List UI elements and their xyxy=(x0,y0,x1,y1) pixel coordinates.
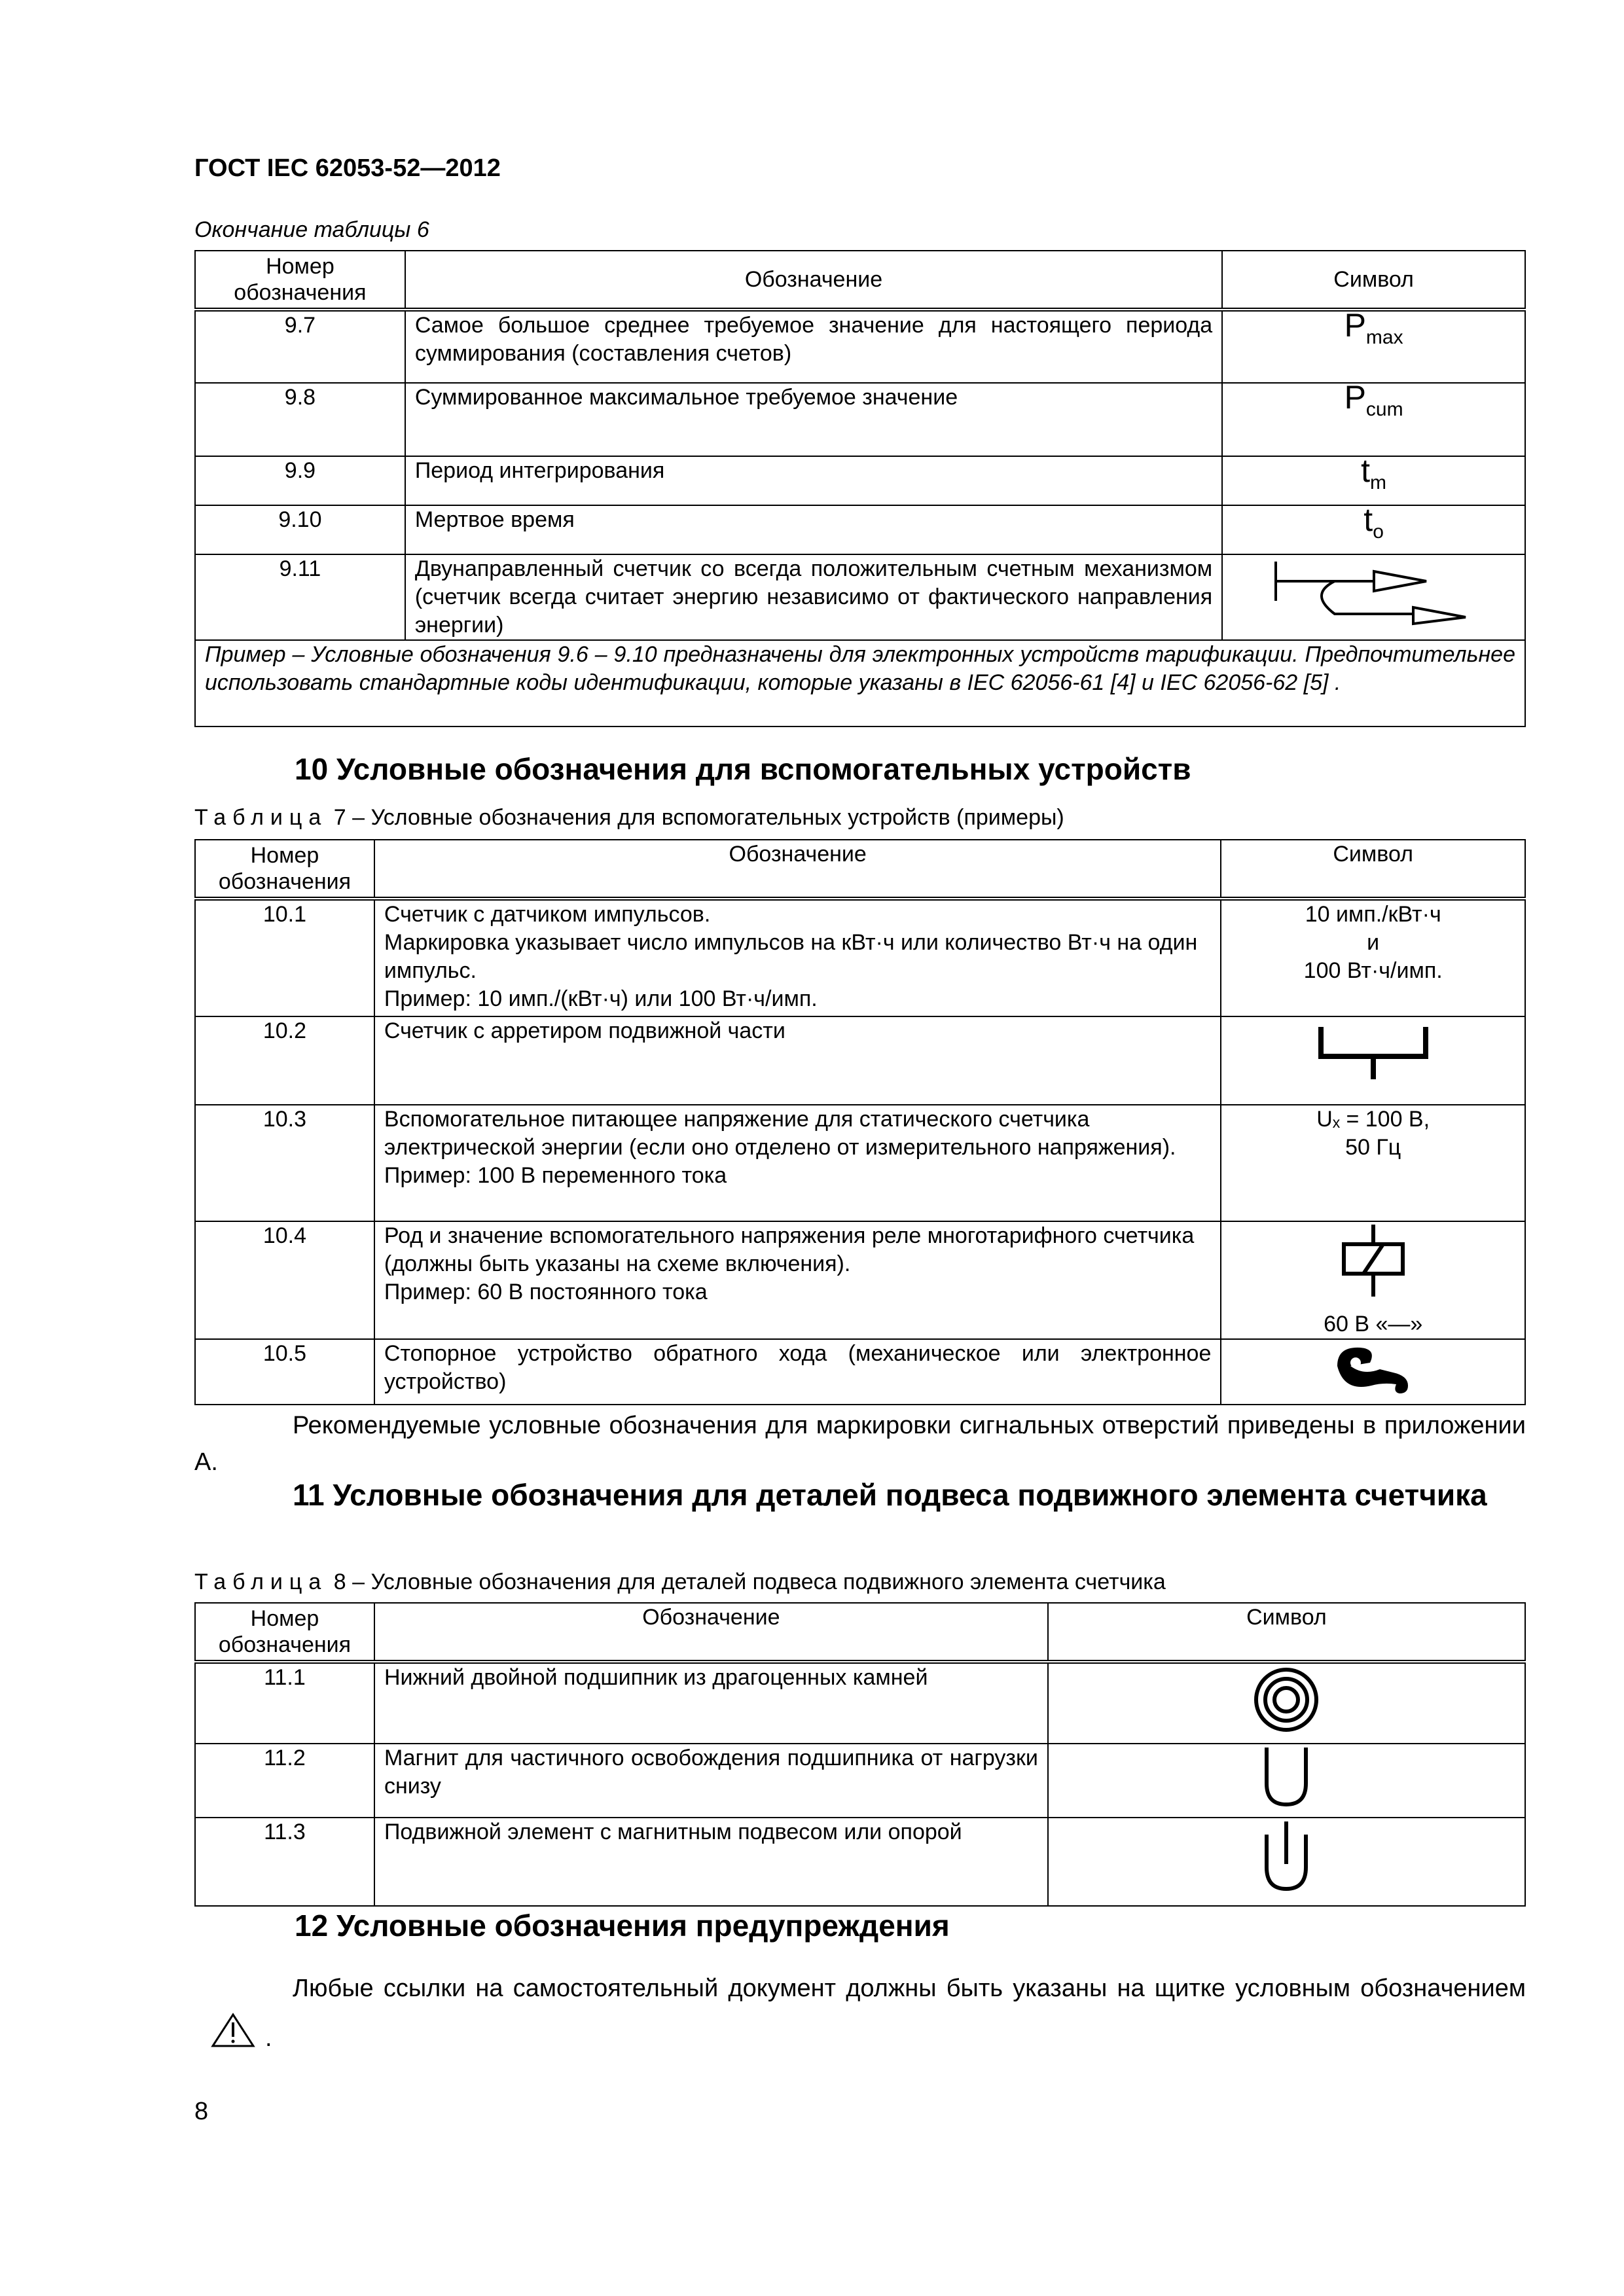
reverse-stop-icon xyxy=(1331,1340,1416,1395)
col-header-symbol: Символ xyxy=(1222,251,1525,310)
row-number: 9.10 xyxy=(195,505,405,554)
row-description: Магнит для частичного освобождения подшипника от нагрузки снизу xyxy=(374,1744,1048,1818)
symbol-aux-voltage: Uₓ = 100 В, 50 Гц xyxy=(1221,1105,1525,1221)
table-row xyxy=(195,1662,1525,1744)
table-row xyxy=(195,1221,1525,1339)
table-row xyxy=(195,383,1525,456)
table-row xyxy=(195,1744,1525,1818)
row-number: 10.4 xyxy=(195,1221,374,1339)
row-number: 11.3 xyxy=(195,1818,374,1906)
table8-caption: Таблица 8 – Условные обозначения для деталей подвеса подвижного элемента счетчика xyxy=(194,1570,1166,1594)
table-row xyxy=(195,1105,1525,1221)
row-description: Стопорное устройство обратного хода (механическое или электронное устройство) xyxy=(374,1339,1221,1405)
row-description: Счетчик с арретиром подвижной части xyxy=(374,1016,1221,1105)
table-7 xyxy=(194,839,1526,1405)
row-number: 10.3 xyxy=(195,1105,374,1221)
col-header-number: Номер обозначения xyxy=(195,251,405,310)
table6-caption: Окончание таблицы 6 xyxy=(194,217,429,242)
table6-example-note: Пример – Условные обозначения 9.6 – 9.10 предназначены для электронных устройств тарификации. Предпочтительнее использовать стандартные коды идентификации, которые указаны в IEC 62056-61 [4] и IEC 62056-62 [5] . xyxy=(195,640,1525,726)
row-number: 10.2 xyxy=(195,1016,374,1105)
col-header-symbol: Символ xyxy=(1221,840,1525,899)
row-description: Суммированное максимальное требуемое значение xyxy=(405,383,1222,456)
row-number: 9.9 xyxy=(195,456,405,505)
row-number: 9.7 xyxy=(195,310,405,383)
table-row xyxy=(195,1339,1525,1405)
row-number: 11.1 xyxy=(195,1662,374,1744)
warning-triangle-icon xyxy=(210,2012,256,2049)
row-description: Мертвое время xyxy=(405,505,1222,554)
section-12-title: 12 Условные обозначения предупреждения xyxy=(295,1909,950,1943)
table-row-example xyxy=(195,640,1525,726)
row-description: Двунаправленный счетчик со всегда положительным счетным механизмом (счетчик всегда считает энергию независимо от фактического направления энергии) xyxy=(405,554,1222,640)
row-description: Период интегрирования xyxy=(405,456,1222,505)
row-number: 10.5 xyxy=(195,1339,374,1405)
relay-coil-icon xyxy=(1337,1225,1409,1303)
magnetic-suspension-icon xyxy=(1260,1818,1312,1893)
col-header-designation: Обозначение xyxy=(374,840,1221,899)
section-11-title: 11 Условные обозначения для деталей подвеса подвижного элемента счетчика xyxy=(293,1478,1487,1512)
row-number: 10.1 xyxy=(195,899,374,1016)
col-header-designation: Обозначение xyxy=(405,251,1222,310)
section-12-text: Любые ссылки на самостоятельный документ должны быть указаны на щитке условным обозначением . xyxy=(194,1965,1526,2062)
table-row xyxy=(195,1016,1525,1105)
row-number: 9.8 xyxy=(195,383,405,456)
row-description: Род и значение вспомогательного напряжения реле многотарифного счетчика (должны быть указаны на схеме включения). Пример: 60 В постоянного тока xyxy=(374,1221,1221,1339)
symbol-to: $t_o$ xyxy=(1222,505,1525,554)
row-number: 9.11 xyxy=(195,554,405,640)
symbol-tm: $t_m$ xyxy=(1222,456,1525,505)
symbol-pmax: $P_{max}$ xyxy=(1222,310,1525,383)
table-row xyxy=(195,1818,1525,1906)
arrestor-icon xyxy=(1308,1017,1439,1083)
table-8 xyxy=(194,1602,1526,1907)
symbol-relay: 60 В «—» xyxy=(1221,1221,1525,1339)
table-row xyxy=(195,456,1525,505)
col-header-number: Номер обозначения xyxy=(195,1603,374,1662)
table-6 xyxy=(194,250,1526,727)
table-row xyxy=(195,310,1525,383)
table-row xyxy=(195,505,1525,554)
table-row xyxy=(195,899,1525,1016)
col-header-designation: Обозначение xyxy=(374,1603,1048,1662)
col-header-number: Номер обозначения xyxy=(195,840,374,899)
col-header-symbol: Символ xyxy=(1048,1603,1525,1662)
document-header: ГОСТ IEC 62053-52—2012 xyxy=(194,154,501,182)
section-10-note: Рекомендуемые условные обозначения для маркировки сигнальных отверстий приведены в приложении А. xyxy=(194,1412,1526,1476)
double-jewel-bearing-icon xyxy=(1250,1664,1322,1736)
section-10-title: 10 Условные обозначения для вспомогательных устройств xyxy=(295,752,1191,786)
table7-caption: Таблица 7 – Условные обозначения для вспомогательных устройств (примеры) xyxy=(194,805,1064,830)
row-description: Подвижной элемент с магнитным подвесом или опорой xyxy=(374,1818,1048,1906)
bidirectional-arrow-icon xyxy=(1269,555,1479,627)
row-description: Нижний двойной подшипник из драгоценных камней xyxy=(374,1662,1048,1744)
magnet-bearing-icon xyxy=(1260,1744,1312,1810)
row-description: Самое большое среднее требуемое значение для настоящего периода суммирования (составления счетов) xyxy=(405,310,1222,383)
page-number: 8 xyxy=(194,2098,209,2125)
row-description: Счетчик с датчиком импульсов. Маркировка указывает число импульсов на кВт·ч или количество Вт·ч на один импульс. Пример: 10 имп./(кВт·ч) или 100 Вт·ч/имп. xyxy=(374,899,1221,1016)
row-description: Вспомогательное питающее напряжение для статического счетчика электрической энергии (если оно отделено от измерительного напряжения). Пример: 100 В переменного тока xyxy=(374,1105,1221,1221)
symbol-pcum: $P_{cum}$ xyxy=(1222,383,1525,456)
row-number: 11.2 xyxy=(195,1744,374,1818)
table-row xyxy=(195,554,1525,640)
symbol-pulse-constant: 10 имп./кВт·ч и 100 Вт·ч/имп. xyxy=(1221,899,1525,1016)
